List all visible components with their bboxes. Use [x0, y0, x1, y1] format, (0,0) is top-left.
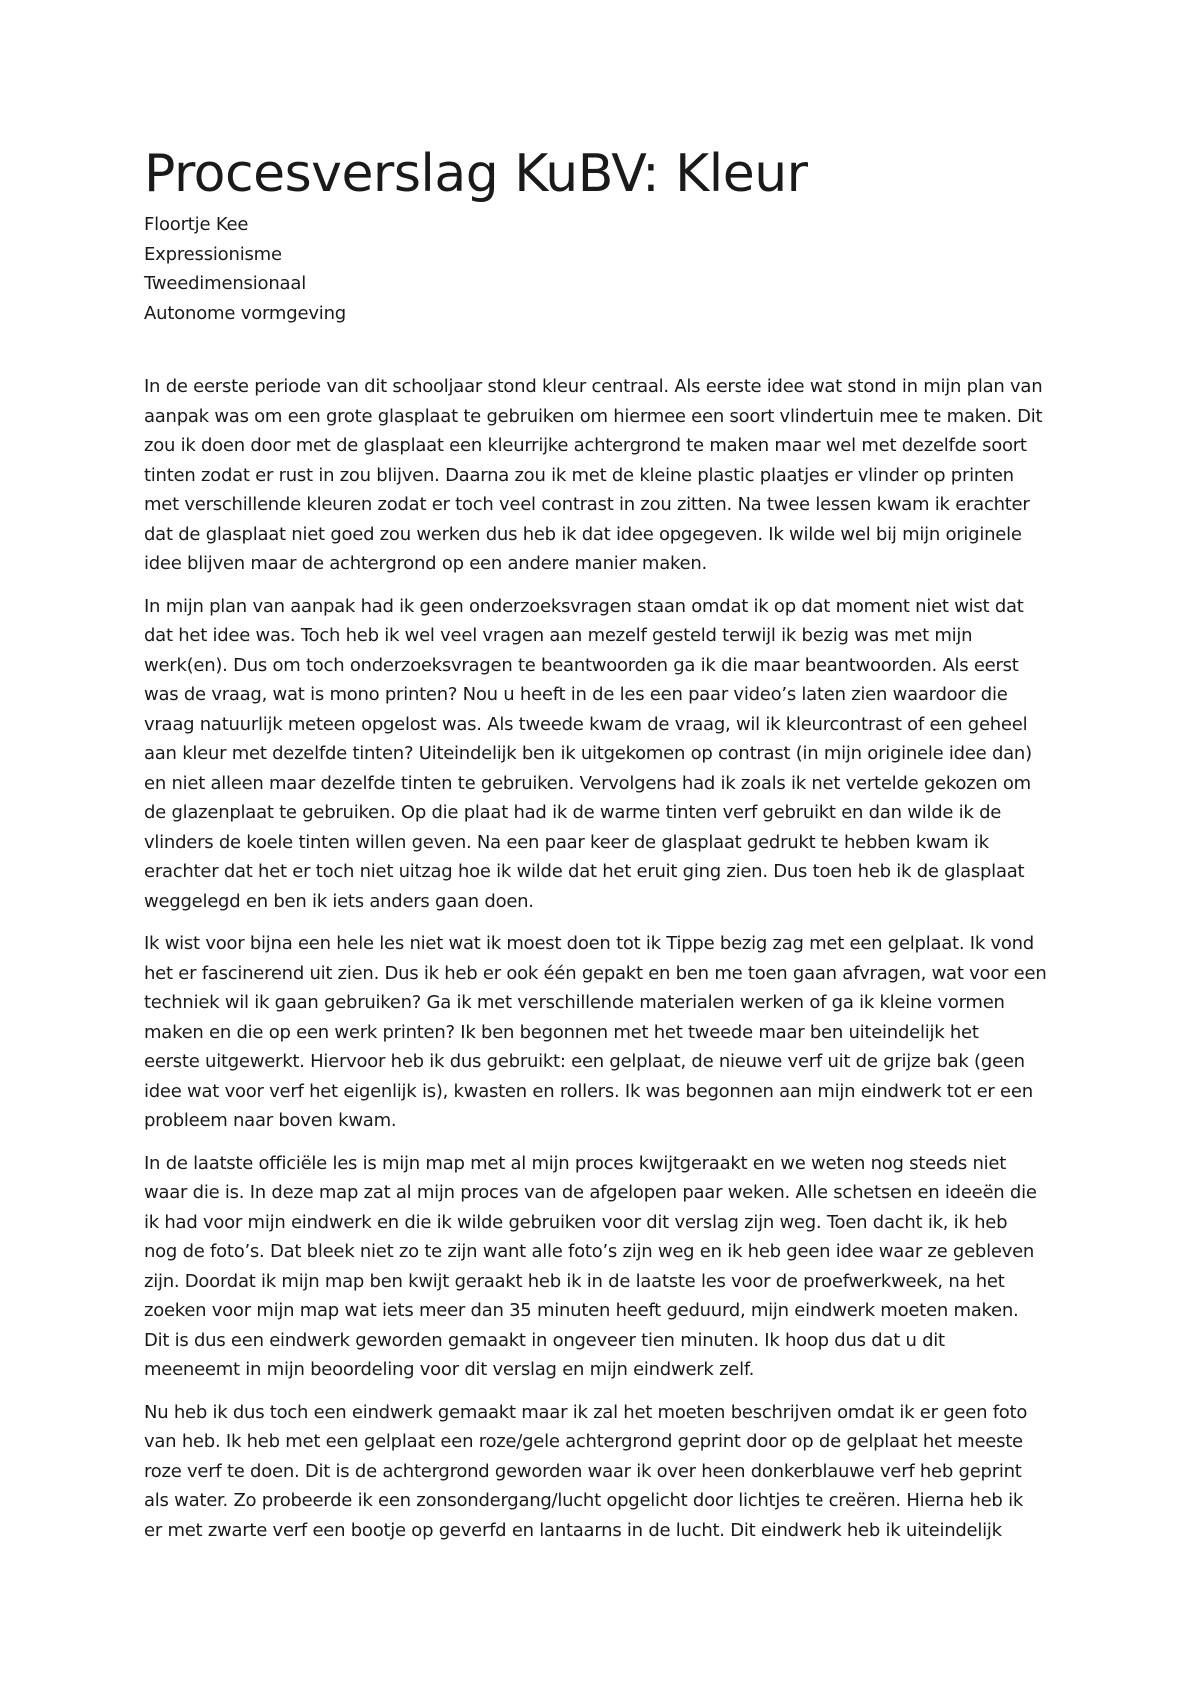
text-line: van heb. Ik heb met een gelplaat een roze/gele achtergrond geprint door op de gelplaat het meeste	[144, 1431, 1023, 1452]
document-title: Procesverslag KuBV: Kleur	[144, 144, 808, 204]
paragraph	[144, 1398, 1064, 1546]
text-line: en niet alleen maar dezelfde tinten te gebruiken. Vervolgens had ik zoals ik net vertelde gekozen om	[144, 772, 1031, 794]
text-line: probleem naar boven kwam.	[144, 1110, 397, 1131]
text-line: weggelegd en ben ik iets anders gaan doen.	[144, 890, 534, 912]
text-line: was de vraag, wat is mono printen? Nou u heeft in de les een paar video’s laten zien waardoor die	[144, 684, 1008, 705]
text-line: tinten zodat er rust in zou blijven. Daarna zou ik met de kleine plastic plaatjes er vlinder op printen	[144, 464, 1014, 486]
text-line: eerste uitgewerkt. Hiervoor heb ik dus gebruikt: een gelplaat, de nieuwe verf uit de grijze bak (geen	[144, 1051, 1025, 1072]
text-line: Ik wist voor bijna een hele les niet wat ik moest doen tot ik Tippe bezig zag met een gelplaat. Ik vond	[144, 933, 1034, 954]
paragraph	[144, 592, 1064, 917]
text-line: In de laatste officiële les is mijn map met al mijn proces kwijtgeraakt en we weten nog steeds niet	[144, 1152, 1007, 1174]
text-line: techniek wil ik gaan gebruiken? Ga ik met verschillende materialen werken of ga ik kleine vormen	[144, 992, 1005, 1013]
text-line: idee blijven maar de achtergrond op een andere manier maken.	[144, 553, 707, 574]
text-line: als water. Zo probeerde ik een zonsondergang/lucht opgelicht door lichtjes te creëren. Hierna heb ik	[144, 1490, 1023, 1511]
text-line: Nu heb ik dus toch een eindwerk gemaakt maar ik zal het moeten beschrijven omdat ik er geen foto	[144, 1401, 1028, 1423]
paragraph	[144, 1149, 1064, 1385]
text-line: waar die is. In deze map zat al mijn proces van de afgelopen paar weken. Alle schetsen en ideeën die	[144, 1182, 1037, 1203]
text-line: zoeken voor mijn map wat iets meer dan 35 minuten heeft geduurd, mijn eindwerk moeten maken.	[144, 1300, 1019, 1321]
document-body	[144, 372, 1064, 1558]
text-line: idee wat voor verf het eigenlijk is), kwasten en rollers. Ik was begonnen aan mijn eindwerk tot er een	[144, 1080, 1033, 1102]
meta-author: Floortje Kee	[144, 214, 249, 235]
text-line: maken en die op een werk printen? Ik ben begonnen met het tweede maar ben uiteindelijk het	[144, 1021, 979, 1043]
text-line: het er fascinerend uit zien. Dus ik heb er ook één gepakt en ben me toen gaan afvragen, wat voor een	[144, 962, 1047, 984]
text-line: In mijn plan van aanpak had ik geen onderzoeksvragen staan omdat ik op dat moment niet wist dat	[144, 595, 1024, 617]
text-line: dat het idee was. Toch heb ik wel veel vragen aan mezelf gesteld terwijl ik bezig was met mijn	[144, 625, 973, 646]
meta-movement: Expressionisme	[144, 243, 282, 265]
text-line: Dit is dus een eindwerk geworden gemaakt in ongeveer tien minuten. Ik hoop dus dat u dit	[144, 1329, 945, 1351]
text-line: vraag natuurlijk meteen opgelost was. Als tweede kwam de vraag, wil ik kleurcontrast of een geheel	[144, 713, 1028, 735]
text-line: In de eerste periode van dit schooljaar stond kleur centraal. Als eerste idee wat stond in mijn plan van	[144, 376, 1043, 397]
text-line: zou ik doen door met de glasplaat een kleurrijke achtergrond te maken maar wel met dezelfde soort	[144, 435, 1027, 456]
paragraph	[144, 929, 1064, 1136]
text-line: erachter dat het er toch niet uitzag hoe ik wilde dat het eruit ging zien. Dus toen heb ik de glasplaat	[144, 861, 1025, 882]
text-line: er met zwarte verf een bootje op geverfd en lantaarns in de lucht. Dit eindwerk heb ik uiteindelijk	[144, 1519, 1002, 1541]
text-line: de glazenplaat te gebruiken. Op die plaat had ik de warme tinten verf gebruikt en dan wilde ik de	[144, 802, 1002, 823]
text-line: met verschillende kleuren zodat er toch veel contrast in zou zitten. Na twee lessen kwam ik erachter	[144, 494, 1030, 515]
text-line: roze verf te doen. Dit is de achtergrond geworden waar ik over heen donkerblauwe verf heb geprint	[144, 1460, 1022, 1482]
document-meta	[144, 210, 346, 328]
text-line: vlinders de koele tinten willen geven. Na een paar keer de glasplaat gedrukt te hebben kwam ik	[144, 831, 989, 853]
paragraph	[144, 372, 1064, 579]
meta-discipline: Autonome vormgeving	[144, 302, 347, 324]
text-line: ik had voor mijn eindwerk en die ik wilde gebruiken voor dit verslag zijn weg. Toen dacht ik, ik heb	[144, 1211, 1008, 1233]
text-line: meeneemt in mijn beoordeling voor dit verslag en mijn eindwerk zelf.	[144, 1359, 755, 1380]
text-line: aanpak was om een grote glasplaat te gebruiken om hiermee een soort vlindertuin mee te maken. Dit	[144, 405, 1043, 427]
text-line: werk(en). Dus om toch onderzoeksvragen te beantwoorden ga ik die maar beantwoorden. Als eerst	[144, 654, 1019, 676]
text-line: nog de foto’s. Dat bleek niet zo te zijn want alle foto’s zijn weg en ik heb geen idee waar ze gebleven	[144, 1241, 1035, 1262]
meta-dimension: Tweedimensionaal	[144, 273, 306, 294]
text-line: dat de glasplaat niet goed zou werken dus heb ik dat idee opgegeven. Ik wilde wel bij mijn originele	[144, 523, 1022, 545]
text-line: aan kleur met dezelfde tinten? Uiteindelijk ben ik uitgekomen op contrast (in mijn originele idee dan)	[144, 743, 1032, 764]
text-line: zijn. Doordat ik mijn map ben kwijt geraakt heb ik in de laatste les voor de proefwerkweek, na het	[144, 1270, 1005, 1292]
